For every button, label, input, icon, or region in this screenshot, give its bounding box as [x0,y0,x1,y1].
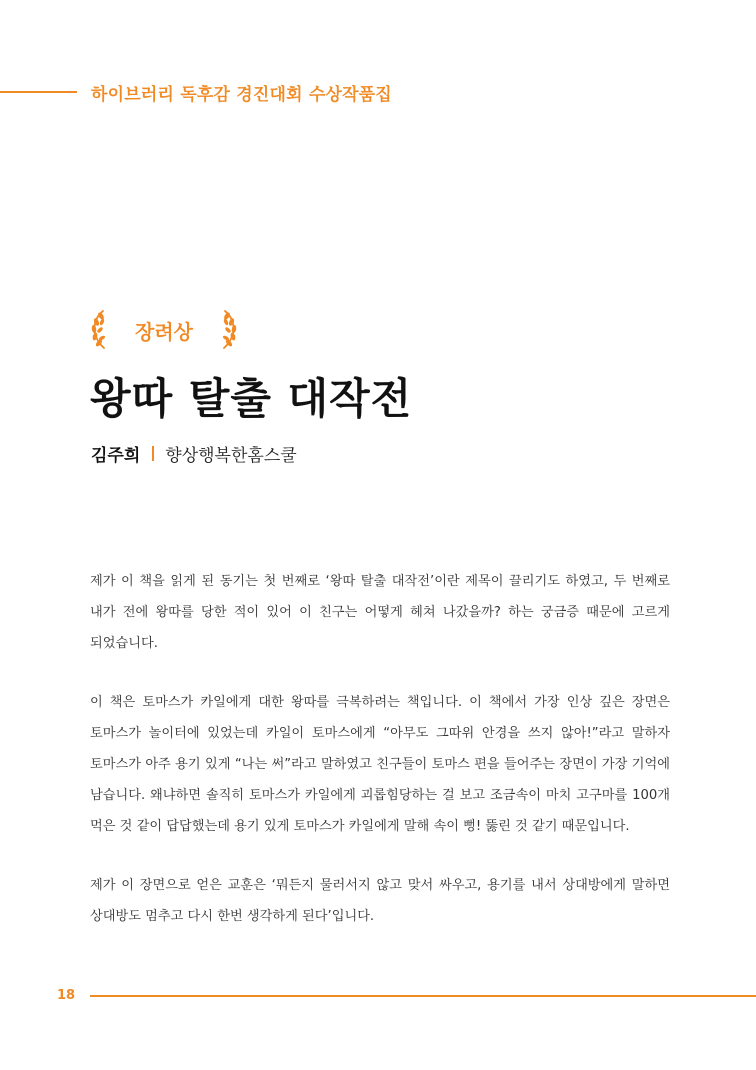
byline-divider [152,446,154,461]
essay-body [90,566,670,960]
byline [91,441,297,466]
collection-title: 하이브러리 독후감 경진대회 수상작품집 [91,85,392,105]
author-name: 김주희 [91,446,141,466]
page-number: 18 [57,988,76,1003]
laurel-right-icon [218,308,240,352]
paragraph-3: 제가 이 장면으로 얻은 교훈은 ‘뭐든지 물러서지 않고 맞서 싸우고, 용기를 내서 상대방에게 말하면 상대방도 멈추고 다시 한번 생각하게 된다’입니다. [90,878,670,924]
paragraph-1: 제가 이 책을 읽게 된 동기는 첫 번째로 ‘왕따 탈출 대작전’이란 제목이 끌리기도 하였고, 두 번째로 내가 전에 왕따를 당한 적이 있어 이 친구는 어떻게 헤쳐 나갔을까? 하는 궁금증 때문에 고르게 되었습니다. [90,574,670,651]
award-label: 장려상 [135,320,193,344]
footer-rule [90,995,756,997]
author-school: 향상행복한홈스쿨 [165,446,297,466]
award-badge [88,308,240,354]
header-rule [0,91,77,93]
paragraph-2: 이 책은 토마스가 카일에게 대한 왕따를 극복하려는 책입니다. 이 책에서 가장 인상 깊은 장면은 토마스가 놀이터에 있었는데 카일이 토마스에게 “아무도 그따위 안경을 쓰지 않아!”라고 말하자 토마스가 아주 용기 있게 “나는 써”라고 말하였고 친구들이 토마스 편을 들어주는 장면이 가장 기억에 남습니다. 왜냐하면 솔직히 토마스가 카일에게 괴롭힘당하는 걸 보고 조금속이 마치 고구마를 100개 먹은 것 같이 답답했는데 용기 있게 토마스가 카일에게 말해 속이 뻥! 뚫린 것 같기 때문입니다. [90,695,670,834]
work-title: 왕따 탈출 대작전 [90,374,413,423]
